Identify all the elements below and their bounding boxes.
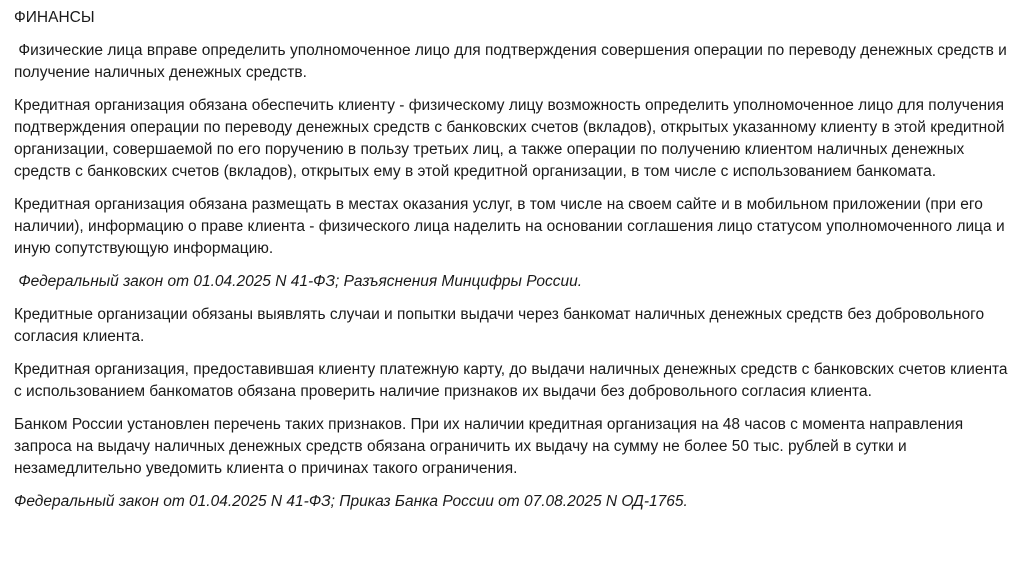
paragraph-limit-rules: Банком России установлен перечень таких признаков. При их наличии кредитная организация на 48 часов с момента направления запроса на выдачу наличных денежных средств обязана ограничить их выдачу на сумму не более 50 тыс. рублей в сутки и незамедлительно уведомить клиента о причинах такого ограничения.: [14, 416, 964, 477]
section-heading: ФИНАНСЫ: [14, 9, 95, 26]
document-body: [14, 7, 1016, 524]
source-reference-1: Федеральный закон от 01.04.2025 N 41-ФЗ; Разъяснения Минцифры России.: [14, 273, 583, 290]
paragraph-card-check: Кредитная организация, предоставившая клиенту платежную карту, до выдачи наличных денежных средств с банковских счетов клиента с использованием банкоматов обязана проверить наличие признаков их выдачи без добровольного согласия клиента.: [14, 361, 1008, 400]
source-reference-2: Федеральный закон от 01.04.2025 N 41-ФЗ; Приказ Банка России от 07.08.2025 N ОД-1765.: [14, 493, 688, 510]
paragraph-atm-detection: Кредитные организации обязаны выявлять случаи и попытки выдачи через банкомат наличных денежных средств без добровольного согласия клиента.: [14, 306, 985, 345]
paragraph-credit-org-obligation: Кредитная организация обязана обеспечить клиенту - физическому лицу возможность определить уполномоченное лицо для получения подтверждения операции по переводу денежных средств с банковских счетов (вкладов), открытых указанному клиенту в этой кредитной организации, совершаемой по его поручению в пользу третьих лиц, а также операции по получению клиентом наличных денежных средств с банковских счетов (вкладов), открытых ему в этой кредитной организации, в том числе с использованием банкомата.: [14, 97, 1005, 180]
paragraph-information-disclosure: Кредитная организация обязана размещать в местах оказания услуг, в том числе на своем сайте и в мобильном приложении (при его наличии), информацию о праве клиента - физического лица наделить на основании соглашения лицо статусом уполномоченного лица и иную сопутствующую информацию.: [14, 196, 1005, 257]
paragraph-authorized-person: Физические лица вправе определить уполномоченное лицо для подтверждения совершения операции по переводу денежных средств и получение наличных денежных средств.: [14, 42, 1012, 81]
